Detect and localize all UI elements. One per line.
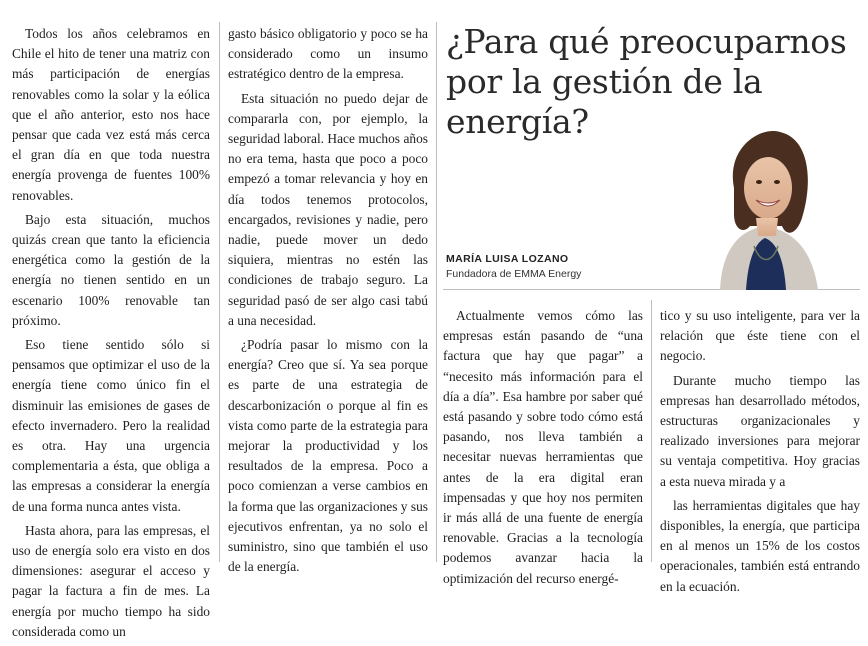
article-column-1 <box>12 24 210 646</box>
author-role: Fundadora de EMMA Energy <box>446 268 582 280</box>
paragraph: Todos los años celebramos en Chile el hito de tener una matriz con más participación de energías renovables como la solar y la eólica que el año anterior, esto nos hace pensar que cada vez está más cerca el gran día en que toda nuestra energía provenga de fuentes 100% renovables. <box>12 26 210 203</box>
column-divider <box>436 22 437 562</box>
column-divider <box>651 300 652 562</box>
neck-shape <box>756 218 778 236</box>
paragraph: Hasta ahora, para las empresas, el uso de energía solo era visto en dos dimensiones: asegurar el acceso y pagar la factura a fin de mes. La energía por mucho tiempo ha sido considerada como un <box>12 522 210 639</box>
paragraph: Eso tiene sentido sólo si pensamos que optimizar el uso de la energía tiene como único fin el disminuir las emisiones de gases de efecto invernadero. Pero la realidad es otra. Hay una urgencia complementaria a ésta, que obliga a las empresas a considerar la energía de una forma nunca antes vista. <box>12 337 210 514</box>
headline: ¿Para qué preocuparnos por la gestión de la energía? <box>446 22 847 141</box>
article-column-2 <box>228 24 428 581</box>
author-portrait <box>690 118 840 290</box>
author-name: MARÍA LUISA LOZANO <box>446 253 569 265</box>
eye-shape <box>774 180 780 184</box>
paragraph: las herramientas digitales que hay disponibles, la energía, que participa en al menos un 15% de los costos operacionales, también está entrando en la ecuación. <box>660 497 860 594</box>
column-divider <box>219 22 220 562</box>
face-shape <box>744 157 792 219</box>
article-column-3 <box>443 306 643 593</box>
paragraph: gasto básico obligatorio y poco se ha considerado como un insumo estratégico dentro de la empresa. <box>228 26 428 82</box>
paragraph: Durante mucho tiempo las empresas han desarrollado métodos, estructuras organizacionales y realizado inversiones para mejorar su ventaja competitiva. Hoy gracias a esta nueva mirada y a <box>660 372 860 489</box>
paragraph: Esta situación no puedo dejar de compararla con, por ejemplo, la seguridad laboral. Hace muchos años no era tema, hasta que poco a poco empezó a tomar relevancia y hoy en día todos tenemos protocolos, encargados, revisiones y nadie, pero nadie, puede mover un dedo siquiera, mientras no estén las condiciones de trabajo seguro. La seguridad pasó de ser algo casi tabú a una necesidad. <box>228 90 428 328</box>
paragraph: Bajo esta situación, muchos quizás crean que tanto la eficiencia energética como la gestión de la energía no tienen sentido en un escenario 100% renovable tan próximo. <box>12 211 210 328</box>
article-column-4 <box>660 306 860 601</box>
paragraph: ¿Podría pasar lo mismo con la energía? Creo que sí. Ya sea porque es parte de una estrategia de descarbonización o porque al fin es vista como parte de la estrategia para mejorar la productividad y los resultados de la empresa. Poco a poco comienzan a verse cambios en la forma que las organizaciones y sus ejecutivos enfrentan, ya no solo el suministro, sino que también el uso de la energía. <box>228 337 428 575</box>
eye-shape <box>756 180 762 184</box>
paragraph: tico y su uso inteligente, para ver la relación que éste tiene con el negocio. <box>660 308 860 364</box>
paragraph: Actualmente vemos cómo las empresas están pasando de “una factura que hay que pagar” a “necesito más información para el día a día”. Esa hambre por saber qué está pasando y sobre todo cómo está pasando, nos lleva también a necesitar nuevas herramientas que antes de la era digital eran impensadas y que hoy nos permiten ir más allá de una fuente de energía renovable. Gracias a la tecnología podemos avanzar hacia la optimización del recurso energé- <box>443 308 643 586</box>
